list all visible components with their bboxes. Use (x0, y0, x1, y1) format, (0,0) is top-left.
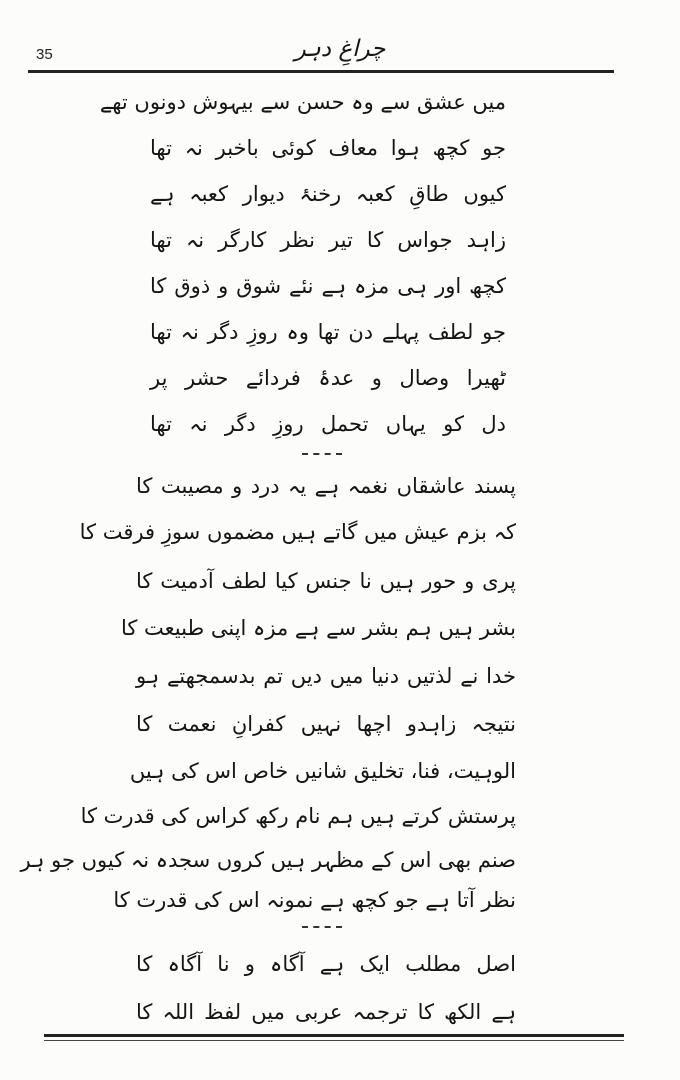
verse-line: زاہد جواس کا تیر نظر کارگر نہ تھا (150, 228, 506, 252)
verse-line: پری و حور ہیں نا جنس کیا لطف آدمیت کا (136, 569, 516, 593)
verse-line: جو لطف پہلے دن تھا وہ روزِ دگر نہ تھا (150, 320, 506, 344)
verse-line: ٹھیرا وصال و عدۂ فردائے حشر پر (150, 366, 506, 390)
header-rule (28, 70, 614, 73)
section-separator (302, 453, 342, 461)
verse-line: میں عشق سے وہ حسن سے بیہوش دونوں تھے (99, 90, 506, 114)
verse-line: کہ بزم عیش میں گاتے ہیں مضموں سوزِ فرقت کا (79, 520, 516, 544)
footer-rule-thin (44, 1040, 624, 1041)
verse-line: جو کچھ ہوا معاف کوئی باخبر نہ تھا (150, 136, 506, 160)
verse-line: بشر ہیں ہم بشر سے ہے مزہ اپنی طبیعت کا (120, 616, 516, 640)
verse-line: نظر آتا ہے جو کچھ ہے نمونہ اس کی قدرت کا (113, 888, 516, 912)
verse-line: پسند عاشقاں نغمہ ہے یہ درد و مصیبت کا (136, 474, 516, 498)
verse-line: کچھ اور ہی مزہ ہے نئے شوق و ذوق کا (150, 274, 506, 298)
verse-line: خدا نے لذتیں دنیا میں دیں تم بدسمجھتے ہو (136, 664, 516, 688)
footer-rule (44, 1034, 624, 1037)
verse-line: صنم بھی اس کے مظہر ہیں کروں سجدہ نہ کیوں جو ہر (20, 848, 516, 872)
section-separator (302, 926, 342, 934)
verse-line: اصل مطلب ایک ہے آگاہ و نا آگاہ کا (136, 952, 516, 976)
page-number: 35 (36, 46, 53, 63)
verse-line: نتیجہ زاہدو اچھا نہیں کفرانِ نعمت کا (136, 712, 516, 736)
verse-line: دل کو یہاں تحمل روزِ دگر نہ تھا (150, 412, 506, 436)
running-title: چراغِ دہر (294, 36, 386, 62)
verse-line: الوہیت، فنا، تخلیق شانیں خاص اس کی ہیں (129, 759, 516, 783)
verse-line: پرستش کرتے ہیں ہم نام رکھ کراس کی قدرت کا (80, 804, 516, 828)
verse-line: کیوں طاقِ کعبہ رخنۂ دیوار کعبہ ہے (150, 182, 506, 206)
verse-line: ہے الکھ کا ترجمہ عربی میں لفظ اللہ کا (136, 1000, 516, 1024)
